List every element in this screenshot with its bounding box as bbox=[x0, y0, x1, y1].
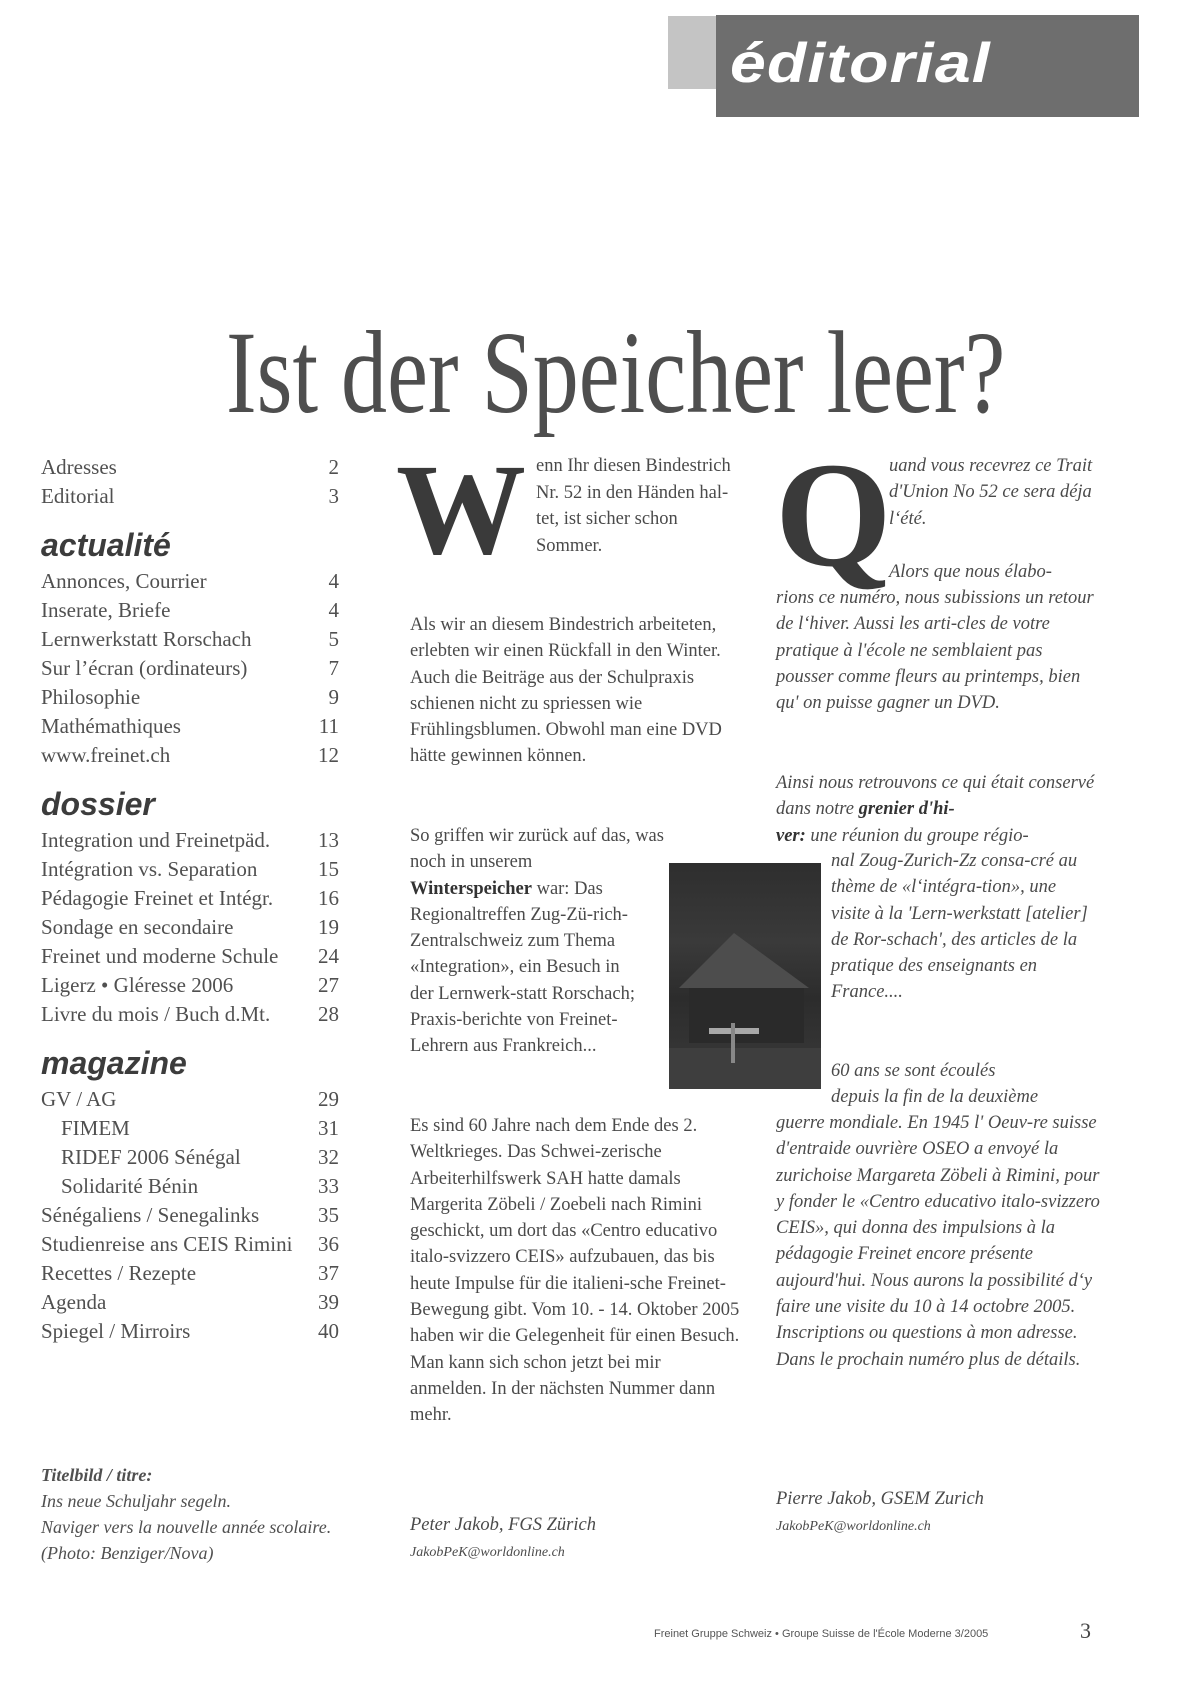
toc-item-label: Philosophie bbox=[41, 685, 141, 709]
toc-item-label: Studienreise ans CEIS Rimini bbox=[41, 1232, 293, 1256]
toc-item-label: Mathémathiques bbox=[41, 714, 181, 738]
toc-item-page: 12 bbox=[318, 743, 339, 767]
french-paragraph-1: rions ce numéro, nous subissions un retour de l‘hiver. Aussi les arti-cles de votre pratique à l'école ne semblaient pas pousser comme fleurs au printemps, bien qu' on puisse gagner un DVD. bbox=[776, 588, 1094, 714]
toc-item-label: GV / AG bbox=[41, 1087, 117, 1111]
french-paragraph-2-top bbox=[776, 770, 1101, 849]
toc-section-heading: dossier bbox=[41, 786, 155, 822]
toc-item-label: Ligerz • Gléresse 2006 bbox=[41, 973, 234, 997]
french-p1-start: Alors que nous élabo- bbox=[889, 562, 1052, 582]
toc-item[interactable] bbox=[41, 1288, 339, 1317]
table-of-contents bbox=[41, 453, 339, 1346]
toc-item[interactable] bbox=[41, 1085, 339, 1114]
toc-item-label: Lernwerkstatt Rorschach bbox=[41, 627, 252, 651]
toc-item[interactable] bbox=[41, 654, 339, 683]
toc-item-label: RIDEF 2006 Sénégal bbox=[61, 1145, 241, 1169]
toc-item-label: Sénégaliens / Senegalinks bbox=[41, 1203, 260, 1227]
caption-heading: Titelbild / titre: bbox=[41, 1465, 153, 1485]
toc-item-label: Intégration vs. Separation bbox=[41, 857, 258, 881]
toc-item-page: 27 bbox=[318, 973, 339, 997]
cover-caption bbox=[41, 1462, 341, 1566]
page-title: Ist der Speicher leer? bbox=[226, 307, 1006, 438]
dropcap-w: W bbox=[396, 438, 526, 582]
grenier-bold: grenier d'hi- bbox=[858, 799, 955, 820]
section-label: éditorial bbox=[730, 31, 991, 94]
toc-item-label: Integration und Freinetpäd. bbox=[41, 828, 271, 852]
toc-item[interactable] bbox=[41, 625, 339, 654]
toc-section-heading: actualité bbox=[41, 527, 171, 563]
toc-item-label: Agenda bbox=[41, 1290, 107, 1314]
toc-item-page: 4 bbox=[328, 598, 339, 622]
toc-item[interactable] bbox=[41, 683, 339, 712]
toc-item-label: Recettes / Rezepte bbox=[41, 1261, 197, 1285]
toc-item-page: 19 bbox=[318, 915, 339, 939]
caption-line: Ins neue Schuljahr segeln. bbox=[41, 1491, 231, 1511]
dropcap-q: Q bbox=[775, 432, 892, 598]
german-intro: enn Ihr diesen Bindestrich Nr. 52 in den Händen hal-tet, ist sicher schon Sommer. bbox=[536, 456, 731, 556]
photo-roof bbox=[679, 933, 809, 988]
toc-item-label: Spiegel / Mirroirs bbox=[41, 1319, 191, 1343]
german-p2-line2: noch in unserem bbox=[410, 852, 533, 873]
toc-item-page: 39 bbox=[318, 1290, 339, 1314]
toc-item-page: 40 bbox=[318, 1319, 339, 1343]
toc-item-label: Sur l’écran (ordinateurs) bbox=[41, 656, 248, 680]
toc-item-label: Adresses bbox=[41, 455, 117, 479]
toc-item-page: 28 bbox=[318, 1002, 339, 1026]
grenier-bold-2: ver: bbox=[776, 825, 806, 846]
french-p3-line2: depuis la fin de la deuxième bbox=[831, 1087, 1039, 1107]
toc-item-label: Editorial bbox=[41, 484, 115, 508]
page-number: 3 bbox=[1080, 1618, 1091, 1643]
toc-item[interactable] bbox=[41, 913, 339, 942]
toc-item-page: 33 bbox=[318, 1174, 339, 1198]
footer-text: Freinet Gruppe Schweiz • Groupe Suisse de l'École Moderne 3/2005 bbox=[654, 1628, 989, 1640]
toc-item-label: Inserate, Briefe bbox=[41, 598, 171, 622]
toc-item[interactable] bbox=[41, 942, 339, 971]
toc-item[interactable] bbox=[41, 1201, 339, 1230]
toc-item-page: 15 bbox=[318, 857, 339, 881]
toc-item-page: 9 bbox=[328, 685, 339, 709]
toc-item[interactable] bbox=[41, 1143, 339, 1172]
french-p2-start: Ainsi nous retrouvons ce qui était conservé dans notre bbox=[776, 773, 1095, 820]
toc-item-page: 37 bbox=[318, 1261, 339, 1285]
german-p2-rest: war: Das Regionaltreffen Zug-Zü-rich-Zentralschweiz zum Thema «Integration», ein Besuch in der Lernwerk-statt Rorschach; Praxis-berichte von Freinet-Lehrern aus Frankreich... bbox=[410, 878, 635, 1057]
toc-item-page: 3 bbox=[328, 484, 339, 508]
french-paragraph-2: nal Zoug-Zurich-Zz consa-cré au thème de «l‘intégra-tion», une visite à la 'Lern-werkstatt [atelier] de Ror-schach', des articles de la pratique des enseignants en France.... bbox=[831, 851, 1088, 1003]
german-signature: Peter Jakob, FGS Zürich bbox=[410, 1515, 596, 1535]
toc-item-page: 35 bbox=[318, 1203, 339, 1227]
toc-item[interactable] bbox=[41, 1000, 339, 1029]
toc-item-label: Annonces, Courrier bbox=[41, 569, 207, 593]
german-p2-body bbox=[410, 849, 640, 1059]
toc-item-page: 32 bbox=[318, 1145, 339, 1169]
toc-item-label: Pédagogie Freinet et Intégr. bbox=[41, 886, 274, 910]
winterspeicher-bold: Winterspeicher bbox=[410, 878, 532, 899]
toc-item[interactable] bbox=[41, 1259, 339, 1288]
french-intro: uand vous recevrez ce Trait d'Union No 52 ce sera déja l‘été. bbox=[889, 456, 1093, 529]
barn-photo bbox=[669, 863, 821, 1089]
photo-wall bbox=[689, 988, 804, 1043]
toc-item[interactable] bbox=[41, 596, 339, 625]
toc-section-heading: magazine bbox=[41, 1045, 187, 1081]
german-p2-line1: So griffen wir zurück auf das, was bbox=[410, 826, 664, 846]
caption-line: (Photo: Benziger/Nova) bbox=[41, 1543, 214, 1563]
toc-item-page: 7 bbox=[328, 656, 339, 680]
toc-item[interactable] bbox=[41, 482, 339, 511]
french-p2-mid: une réunion du groupe régio- bbox=[805, 825, 1029, 846]
toc-item[interactable] bbox=[41, 826, 339, 855]
toc-item-page: 24 bbox=[318, 944, 339, 968]
french-paragraph-3: guerre mondiale. En 1945 l' Oeuv-re suisse d'entraide ouvrière OSEO a envoyé la zurichoise Margareta Zöbeli à Rimini, pour y fonder le «Centro educativo italo-svizzero CEIS», qui donna des impulsions à la pédagogie Freinet encore présente aujourd'hui. Nous aurons la possibilité d‘y faire une visite du 10 à 14 octobre 2005. Inscriptions ou questions à mon adresse. Dans le prochain numéro plus de détails. bbox=[776, 1113, 1100, 1370]
toc-item[interactable] bbox=[41, 855, 339, 884]
toc-item-label: www.freinet.ch bbox=[41, 743, 171, 767]
toc-item[interactable] bbox=[41, 1114, 339, 1143]
toc-item-label: Livre du mois / Buch d.Mt. bbox=[41, 1002, 271, 1026]
toc-item[interactable] bbox=[41, 567, 339, 596]
toc-item-page: 13 bbox=[318, 828, 339, 852]
toc-item-page: 5 bbox=[328, 627, 339, 651]
toc-item[interactable] bbox=[41, 884, 339, 913]
caption-line: Naviger vers la nouvelle année scolaire. bbox=[41, 1517, 332, 1537]
french-p3-start: 60 ans se sont écoulés bbox=[831, 1061, 996, 1081]
toc-item-label: Freinet und moderne Schule bbox=[41, 944, 279, 968]
toc-item-label: Sondage en secondaire bbox=[41, 915, 234, 939]
toc-item-page: 11 bbox=[318, 714, 339, 738]
german-paragraph-1: Als wir an diesem Bindestrich arbeiteten, erlebten wir einen Rückfall in den Winter. Auch die Beiträge aus der Schulpraxis schienen nicht zu spriessen wie Frühlingsblumen. Obwohl man eine DVD hätte gewinnen können. bbox=[410, 615, 722, 767]
toc-item-page: 31 bbox=[318, 1116, 339, 1140]
german-paragraph-3: Es sind 60 Jahre nach dem Ende des 2. Weltkrieges. Das Schwei-zerische Arbeiterhilfswerk SAH hatte damals Margerita Zöbeli / Zoebeli nach Rimini geschickt, um dort das «Centro educativo italo-svizzero CEIS» aufzubauen, das bis heute Impulse für die italieni-sche Freinet-Bewegung gibt. Vom 10. - 14. Oktober 2005 haben wir die Gelegenheit für einen Besuch. Man kann sich schon jetzt bei mir anmelden. In der nächsten Nummer dann mehr. bbox=[410, 1116, 740, 1426]
french-email[interactable]: JakobPeK@worldonline.ch bbox=[776, 1519, 931, 1534]
toc-item-page: 2 bbox=[328, 455, 339, 479]
toc-item[interactable] bbox=[41, 1317, 339, 1346]
toc-item-label: FIMEM bbox=[61, 1116, 130, 1140]
toc-item[interactable] bbox=[41, 453, 339, 482]
toc-item-page: 16 bbox=[318, 886, 339, 910]
banner-accent bbox=[668, 16, 723, 89]
toc-item-page: 29 bbox=[318, 1087, 339, 1111]
toc-item-label: Solidarité Bénin bbox=[61, 1174, 199, 1198]
toc-item[interactable] bbox=[41, 741, 339, 770]
toc-item-page: 4 bbox=[328, 569, 339, 593]
toc-item[interactable] bbox=[41, 712, 339, 741]
photo-ground bbox=[669, 1048, 821, 1089]
toc-item[interactable] bbox=[41, 1230, 339, 1259]
toc-item[interactable] bbox=[41, 971, 339, 1000]
french-signature: Pierre Jakob, GSEM Zurich bbox=[776, 1489, 984, 1509]
toc-item-page: 36 bbox=[318, 1232, 339, 1256]
photo-tree bbox=[731, 1023, 735, 1063]
german-email[interactable]: JakobPeK@worldonline.ch bbox=[410, 1545, 565, 1560]
toc-item[interactable] bbox=[41, 1172, 339, 1201]
